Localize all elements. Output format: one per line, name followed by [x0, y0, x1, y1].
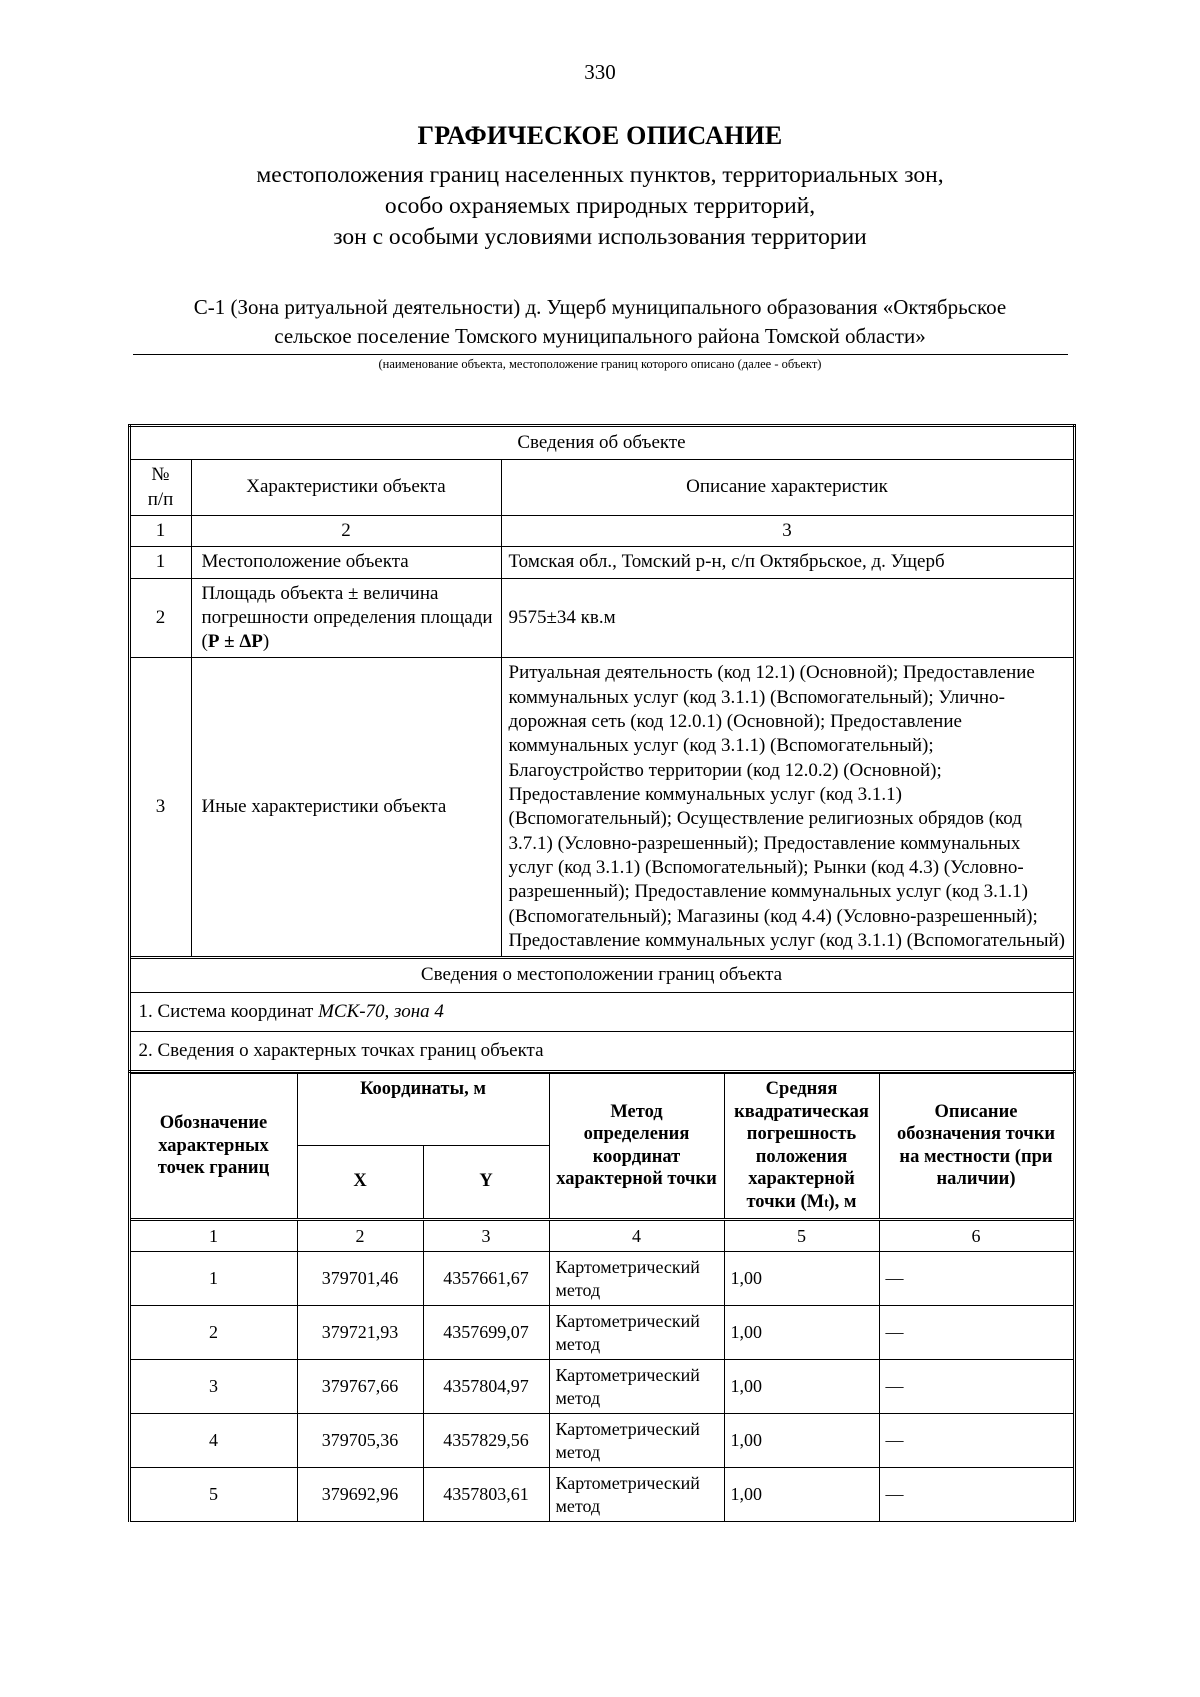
point-5-mt: 1,00: [724, 1468, 879, 1522]
point-2-x: 379721,93: [297, 1306, 423, 1360]
point-4-n: 4: [129, 1414, 297, 1468]
points-section-title-row: [129, 1031, 1074, 1071]
table-row: [129, 658, 1074, 958]
point-5-y: 4357803,61: [423, 1468, 549, 1522]
horizontal-rule: [133, 354, 1068, 355]
point-5-method: Картометрический метод: [549, 1468, 724, 1522]
object-name-caption: (наименование объекта, местоположение границ которого описано (далее - объект): [378, 356, 822, 371]
header-num: [129, 460, 191, 516]
point-3-x: 379767,66: [297, 1360, 423, 1414]
point-5-desc: —: [879, 1468, 1074, 1522]
row-2-characteristic-formula: Р ± ΔР: [207, 631, 263, 653]
points-header-y: Y: [423, 1145, 549, 1219]
points-header-row-1: [129, 1074, 1074, 1146]
object-name-line-2: сельское поселение Томского муниципального района Томской области»: [274, 324, 926, 349]
object-table-band-row: [129, 425, 1074, 459]
row-3-description: Ритуальная деятельность (код 12.1) (Основной); Предоставление коммунальных услуг (код 3.1.1) (Вспомогательный); Улично-дорожная сеть (код 12.0.1) (Основной); Предоставление коммунальных услуг (код 3.1.1) (Вспомогательный); Благоустройство территории (код 12.0.2) (Основной); Предоставление коммунальных услуг (код 3.1.1) (Вспомогательный); Осуществление религиозных обрядов (код 3.7.1) (Условно-разрешенный); Предоставление коммунальных услуг (код 3.1.1) (Вспомогательный); Рынки (код 4.3) (Условно-разрешенный); Предоставление коммунальных услуг (код 3.1.1) (Вспомогательный); Магазины (код 4.4) (Условно-разрешенный); Предоставление коммунальных услуг (код 3.1.1) (Вспомогательный): [501, 658, 1074, 958]
row-3-characteristic: Иные характеристики объекта: [191, 658, 501, 958]
page-number: 330: [584, 60, 616, 84]
object-table-band-title: Сведения об объекте: [129, 425, 1074, 459]
header-num-line-2: п/п: [147, 488, 174, 510]
table-row: [129, 1252, 1074, 1306]
header-num-line-1: №: [151, 464, 170, 486]
table-row: [129, 1306, 1074, 1360]
point-4-y: 4357829,56: [423, 1414, 549, 1468]
points-header-designation: Обозначение характерных точек границ: [129, 1074, 297, 1219]
subtitle-line-2: особо охраняемых природных территорий,: [384, 193, 816, 220]
points-header-error: [724, 1074, 879, 1219]
points-colnum-6: 6: [879, 1219, 1074, 1252]
points-colnum-5: 5: [724, 1219, 879, 1252]
coordinate-system-row: [129, 992, 1074, 1031]
row-2-characteristic-pre: Площадь объекта ± величина погрешности определения площади (: [201, 582, 493, 653]
subtitle-line-3: зон с особыми условиями использования территории: [333, 224, 867, 251]
table-row: [129, 578, 1074, 658]
point-2-method: Картометрический метод: [549, 1306, 724, 1360]
point-3-y: 4357804,97: [423, 1360, 549, 1414]
points-colnum-2: 2: [297, 1219, 423, 1252]
point-2-n: 2: [129, 1306, 297, 1360]
points-colnum-4: 4: [549, 1219, 724, 1252]
points-header-error-pre: Средняя квадратическая погрешность положения характерной точки (M: [734, 1079, 869, 1212]
subtitle-line-1: местоположения границ населенных пунктов, территориальных зон,: [256, 162, 944, 188]
table-row: [129, 1414, 1074, 1468]
object-info-table: [128, 424, 1076, 1073]
point-1-n: 1: [129, 1252, 297, 1306]
document-subtitle: [0, 160, 1200, 253]
row-1-num: 1: [129, 547, 191, 578]
point-1-x: 379701,46: [297, 1252, 423, 1306]
point-2-mt: 1,00: [724, 1306, 879, 1360]
points-header-error-subscript: t: [824, 1194, 829, 1210]
coordinate-system-label: 1. Система координат: [138, 1000, 319, 1022]
object-table-column-numbers-row: [129, 515, 1074, 546]
point-3-desc: —: [879, 1360, 1074, 1414]
row-2-characteristic-post: ): [262, 631, 270, 653]
point-1-desc: —: [879, 1252, 1074, 1306]
points-colnum-3: 3: [423, 1219, 549, 1252]
points-column-numbers-row: [129, 1219, 1074, 1252]
header-description: Описание характеристик: [501, 460, 1074, 516]
tables-container: [128, 424, 1073, 1522]
colnum-3: 3: [501, 515, 1074, 546]
points-section-title: 2. Сведения о характерных точках границ объекта: [129, 1031, 1074, 1071]
point-1-method: Картометрический метод: [549, 1252, 724, 1306]
row-1-description: Томская обл., Томский р-н, с/п Октябрьское, д. Ущерб: [501, 547, 1074, 578]
point-2-desc: —: [879, 1306, 1074, 1360]
object-table-header-row: [129, 460, 1074, 516]
row-3-num: 3: [129, 658, 191, 958]
points-header-error-post: ), м: [828, 1191, 857, 1212]
row-2-description: 9575±34 кв.м: [501, 578, 1074, 658]
borders-band-title: Сведения о местоположении границ объекта: [129, 958, 1074, 992]
point-5-n: 5: [129, 1468, 297, 1522]
table-row: [129, 1360, 1074, 1414]
points-header-onsite: Описание обозначения точки на местности (при наличии): [879, 1074, 1074, 1219]
object-name-line-1: С-1 (Зона ритуальной деятельности) д. Ущерб муниципального образования «Октябрьское: [193, 295, 1007, 320]
coordinate-system-value: МСК-70, зона 4: [318, 1000, 444, 1022]
header-characteristics: Характеристики объекта: [191, 460, 501, 516]
point-3-n: 3: [129, 1360, 297, 1414]
row-2-num: 2: [129, 578, 191, 658]
colnum-2: 2: [191, 515, 501, 546]
points-header-coordinates-group: Координаты, м: [297, 1074, 549, 1146]
boundary-points-table: [128, 1073, 1076, 1522]
point-1-mt: 1,00: [724, 1252, 879, 1306]
document-title: ГРАФИЧЕСКОЕ ОПИСАНИЕ: [417, 121, 783, 150]
row-1-characteristic: Местоположение объекта: [191, 547, 501, 578]
coordinate-system-cell: [129, 992, 1074, 1031]
points-colnum-1: 1: [129, 1219, 297, 1252]
point-5-x: 379692,96: [297, 1468, 423, 1522]
table-row: [129, 1468, 1074, 1522]
points-header-x: X: [297, 1145, 423, 1219]
row-2-characteristic: [191, 578, 501, 658]
colnum-1: 1: [129, 515, 191, 546]
point-4-x: 379705,36: [297, 1414, 423, 1468]
point-4-mt: 1,00: [724, 1414, 879, 1468]
borders-band-row: [129, 958, 1074, 992]
point-3-mt: 1,00: [724, 1360, 879, 1414]
point-4-method: Картометрический метод: [549, 1414, 724, 1468]
point-4-desc: —: [879, 1414, 1074, 1468]
points-header-method: Метод определения координат характерной точки: [549, 1074, 724, 1219]
table-row: [129, 547, 1074, 578]
point-3-method: Картометрический метод: [549, 1360, 724, 1414]
point-1-y: 4357661,67: [423, 1252, 549, 1306]
point-2-y: 4357699,07: [423, 1306, 549, 1360]
object-name-block: [133, 293, 1068, 372]
